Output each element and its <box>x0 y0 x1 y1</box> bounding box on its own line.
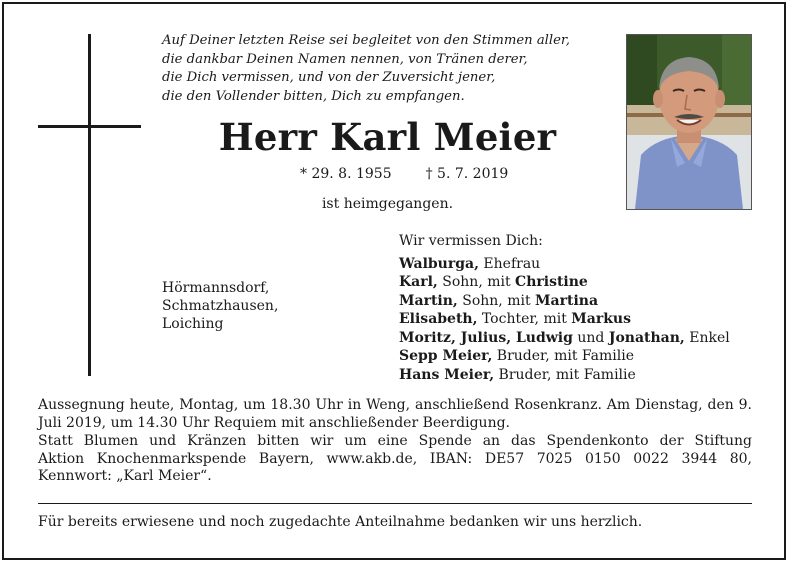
poem-line: Auf Deiner letzten Reise sei begleitet von den Stimmen aller, <box>162 33 570 48</box>
mourner-partner: Christine <box>515 274 588 290</box>
mourner-line <box>399 366 730 385</box>
mourner-relation: Tochter, mit <box>477 311 572 327</box>
mourner-partner: Markus <box>571 311 631 327</box>
mourner-relation: Sohn, mit <box>457 292 536 309</box>
place-name: Loiching <box>162 316 224 332</box>
mourner-relation: Bruder, mit Familie <box>494 366 636 383</box>
mourner-line <box>399 273 730 292</box>
mourner-name: Sepp Meier, <box>399 348 493 364</box>
mourner-name: Jonathan, <box>608 329 685 346</box>
donation-line: Aktion Knochenmarkspende Bayern, www.akb.de, IBAN: DE57 7025 0150 0022 3944 80, <box>38 450 752 467</box>
mourner-partner: Martina <box>535 292 599 309</box>
donation-line: Statt Blumen und Kränzen bitten wir um eine Spende an das Spendenkonto der Stiftung <box>38 433 752 449</box>
service-announcement: Aussegnung heute, Montag, um 18.30 Uhr in Weng, anschließend Rosenkranz. Am Dienstag, den 9. Juli 2019, um 14.30 Uhr Requiem mit anschließender Beerdigung. <box>38 397 752 431</box>
portrait-photo <box>626 34 752 210</box>
mourner-relation: Ehefrau <box>478 255 541 272</box>
mourners-intro: Wir vermissen Dich: <box>399 233 543 249</box>
poem-line: die den Vollender bitten, Dich zu empfangen. <box>162 88 465 104</box>
cross-symbol-horizontal <box>38 125 141 128</box>
deceased-name: Herr Karl Meier <box>218 115 557 159</box>
passed-away-text: ist heimgegangen. <box>321 196 454 212</box>
mourner-line <box>399 329 730 348</box>
mourner-name: Moritz, Julius, Ludwig <box>399 329 573 346</box>
mourner-name: Hans Meier, <box>399 366 495 383</box>
mourner-name: Karl, <box>399 274 438 290</box>
mourner-line <box>399 255 730 274</box>
mourner-name: Elisabeth, <box>399 311 478 327</box>
mourner-line <box>399 292 730 311</box>
places-list <box>162 279 278 333</box>
poem-line: die dankbar Deinen Namen nennen, von Tränen derer, <box>162 51 528 67</box>
mourner-relation: Bruder, mit Familie <box>492 348 635 364</box>
donation-keyword: Kennwort: „Karl Meier“. <box>38 468 212 484</box>
mourner-line <box>399 310 730 329</box>
mourner-name: Martin, <box>399 292 458 309</box>
thanks-note: Für bereits erwiesene und noch zugedachte Anteilnahme bedanken wir uns herzlich. <box>38 514 643 530</box>
portrait-image <box>627 35 751 209</box>
mourners-list <box>399 232 730 384</box>
mourner-line <box>399 347 730 366</box>
death-date: † 5. 7. 2019 <box>425 166 509 182</box>
donation-request <box>38 433 752 486</box>
divider <box>38 503 752 504</box>
mourner-name: Walburga, <box>399 255 479 272</box>
place-name: Schmatzhausen, <box>162 298 279 314</box>
mourner-relation: Sohn, mit <box>437 274 516 290</box>
place-name: Hörmannsdorf, <box>162 280 270 296</box>
mourner-relation: Enkel <box>684 329 730 346</box>
birth-date: * 29. 8. 1955 <box>300 166 392 182</box>
mourner-conjunction: und <box>572 329 609 346</box>
poem <box>162 32 612 106</box>
life-dates <box>300 166 508 182</box>
poem-line: die Dich vermissen, und von der Zuversicht jener, <box>162 70 496 85</box>
cross-symbol-vertical <box>88 34 91 376</box>
